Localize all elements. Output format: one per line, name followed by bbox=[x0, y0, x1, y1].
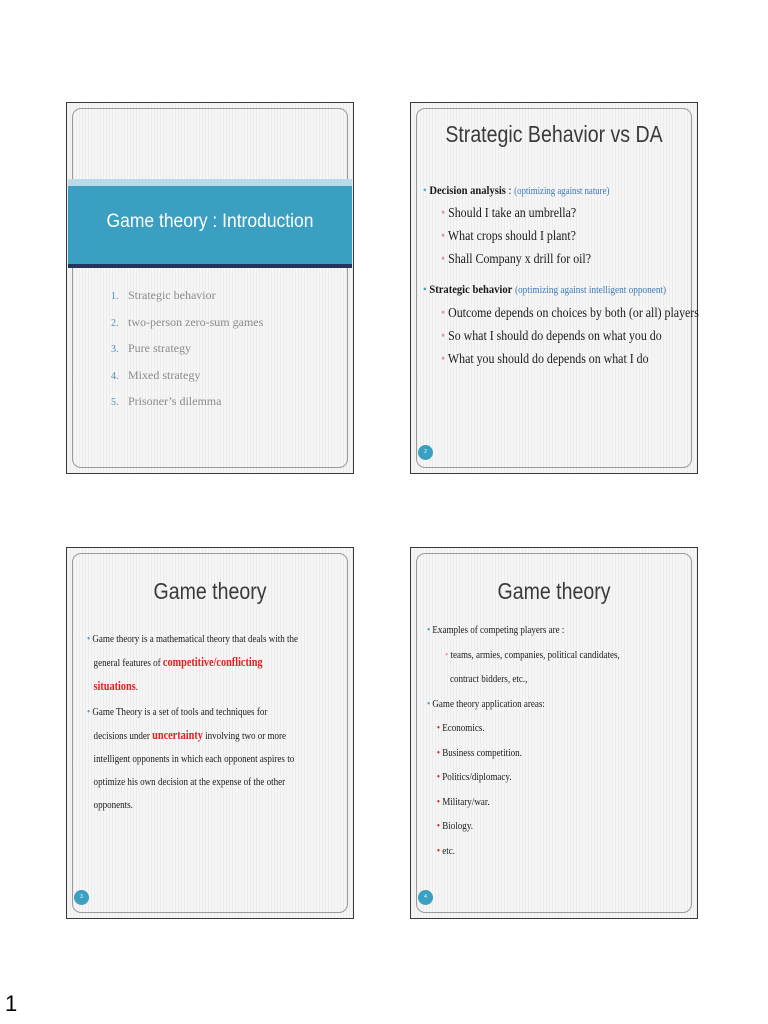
bullet-icon: • bbox=[87, 633, 91, 645]
slide-2-title: Strategic Behavior vs DA bbox=[445, 121, 663, 147]
sb-item: • Outcome depends on choices by both (or all) players bbox=[441, 305, 699, 320]
slide-3-title: Game theory bbox=[153, 578, 267, 604]
game-theory-examples: • Examples of competing players are : • teams, armies, companies, political candidates, contract bidders, etc., • Game theory application areas: • Economics. • Business competition. • Politics/diplomacy. • Military/war. • Biology. • etc. bbox=[427, 618, 620, 863]
toc-list bbox=[111, 283, 263, 416]
area-item: • Biology. bbox=[436, 820, 474, 832]
sb-item: • So what I should do depends on what you do bbox=[441, 328, 662, 343]
area-item: • Business competition. bbox=[436, 746, 522, 759]
toc-item: 1. Strategic behavior bbox=[111, 288, 216, 302]
slide-4-title: Game theory bbox=[497, 578, 611, 604]
bullet-icon: • bbox=[427, 697, 431, 710]
bullet-icon: • bbox=[427, 624, 431, 636]
slide-4 bbox=[410, 547, 698, 919]
slide-2 bbox=[410, 102, 698, 474]
da-item: • Should I take an umbrella? bbox=[441, 205, 577, 220]
game-theory-definition: • Game theory is a mathematical theory that deals with the general features of competitive/conflicting situations. • Game Theory is a set of tools and techniques for decisions under uncertainty involving two or more intelligent opponents in which each opponent aspires to optimize his own decision at the expense of the other opponents. bbox=[87, 633, 299, 811]
page-number-badge: 2 bbox=[418, 445, 433, 460]
title-band-highlight bbox=[68, 179, 352, 186]
toc-item: 4. Mixed strategy bbox=[111, 367, 201, 382]
slide-1 bbox=[66, 102, 354, 474]
sb-item: • What you should do depends on what I do bbox=[441, 351, 649, 366]
da-heading: • Decision analysis : (optimizing against nature) bbox=[423, 183, 610, 197]
bullet-icon: • bbox=[423, 282, 427, 296]
area-item: • Military/war. bbox=[436, 795, 490, 808]
page-number-badge: 4 bbox=[418, 890, 433, 905]
slide-3 bbox=[66, 547, 354, 919]
da-item: • Shall Company x drill for oil? bbox=[441, 251, 592, 266]
toc-item: 5. Prisoner’s dilemma bbox=[111, 394, 222, 408]
da-item: • What crops should I plant? bbox=[441, 228, 576, 243]
document-page-number: 1 bbox=[5, 991, 18, 1016]
area-item: • Politics/diplomacy. bbox=[436, 771, 512, 783]
sb-heading: • Strategic behavior (optimizing against intelligent opponent) bbox=[423, 282, 667, 296]
page-number-badge: 3 bbox=[74, 890, 89, 905]
bullet-icon: • bbox=[423, 183, 427, 197]
area-item: • etc. bbox=[436, 844, 456, 857]
title-band-underline bbox=[68, 264, 352, 268]
toc-item: 2. two-person zero-sum games bbox=[111, 314, 264, 329]
slide-1-title: Game theory : Introduction bbox=[106, 211, 314, 232]
bullet-icon: • bbox=[87, 706, 91, 718]
area-item: • Economics. bbox=[436, 722, 485, 734]
toc-item: 3. Pure strategy bbox=[111, 341, 191, 355]
